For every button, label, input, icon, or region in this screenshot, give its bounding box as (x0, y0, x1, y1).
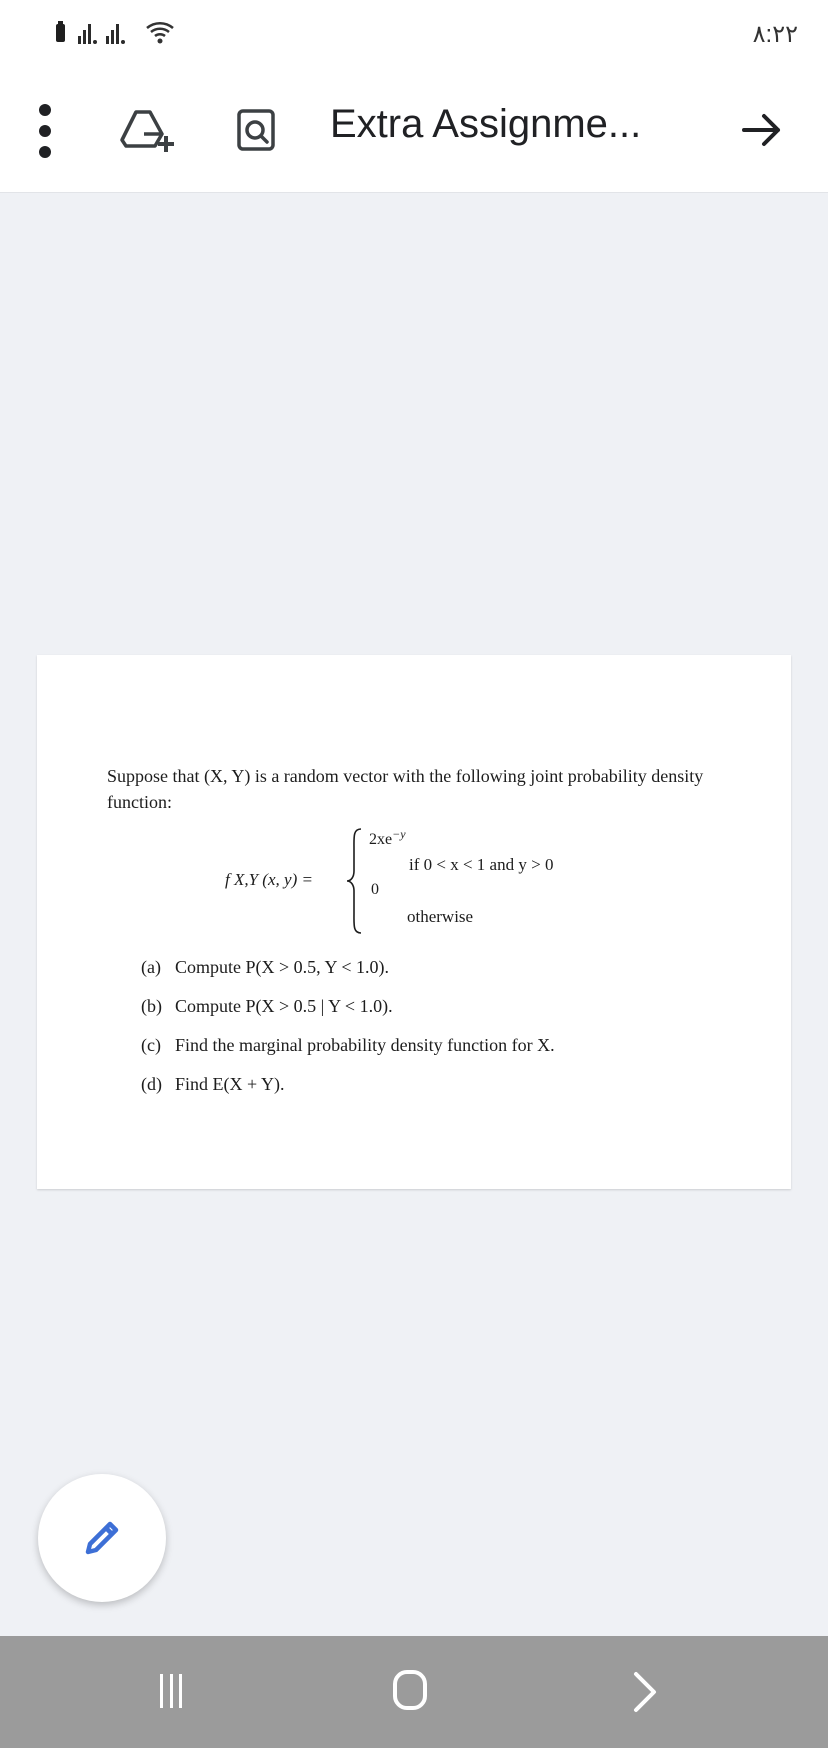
battery-icon (56, 24, 65, 42)
question-label: (b) (141, 996, 162, 1016)
document-page (37, 655, 791, 1189)
case-1-expression: 2xe (369, 831, 393, 848)
pdf-function-label: f X,Y (x, y) = (225, 870, 313, 889)
signal-icon (106, 22, 125, 44)
signal-icon (78, 22, 97, 44)
add-to-drive-icon[interactable] (120, 108, 176, 154)
app-bar (0, 68, 828, 193)
document-title: Extra Assignme... (330, 102, 642, 146)
wifi-icon (145, 18, 175, 46)
question-item (141, 948, 761, 987)
question-text: Find the marginal probability density function for X. (175, 1035, 555, 1055)
case-2-value: 0 (371, 881, 379, 898)
question-label: (c) (141, 1035, 161, 1055)
status-time: ٨:٢٢ (752, 21, 798, 48)
question-item (141, 1026, 761, 1065)
question-label: (d) (141, 1074, 162, 1094)
case-1-value (369, 827, 406, 849)
question-item (141, 1065, 761, 1104)
forward-arrow-icon[interactable] (740, 110, 784, 150)
case-2-condition: otherwise (407, 907, 474, 926)
question-list (141, 948, 761, 1104)
question-text: Compute P(X > 0.5 | Y < 1.0). (175, 996, 393, 1016)
case-1-condition: if 0 < x < 1 and y > 0 (409, 855, 554, 874)
problem-intro: Suppose that (X, Y) is a random vector with the following joint probability density function: (107, 766, 704, 812)
more-vert-icon[interactable] (38, 104, 52, 158)
case-1-exponent: −y (392, 827, 406, 841)
status-bar (0, 0, 828, 68)
edit-fab-button[interactable] (38, 1474, 166, 1602)
question-text: Compute P(X > 0.5, Y < 1.0). (175, 957, 389, 977)
left-brace-icon (345, 827, 363, 935)
preview-icon[interactable] (236, 108, 276, 152)
question-item (141, 987, 761, 1026)
recents-icon[interactable] (160, 1674, 182, 1708)
edit-pencil-icon (78, 1514, 126, 1562)
question-label: (a) (141, 957, 161, 977)
home-icon[interactable] (393, 1670, 427, 1710)
back-icon[interactable] (630, 1670, 660, 1714)
system-nav-bar (0, 1636, 828, 1748)
question-text: Find E(X + Y). (175, 1074, 285, 1094)
